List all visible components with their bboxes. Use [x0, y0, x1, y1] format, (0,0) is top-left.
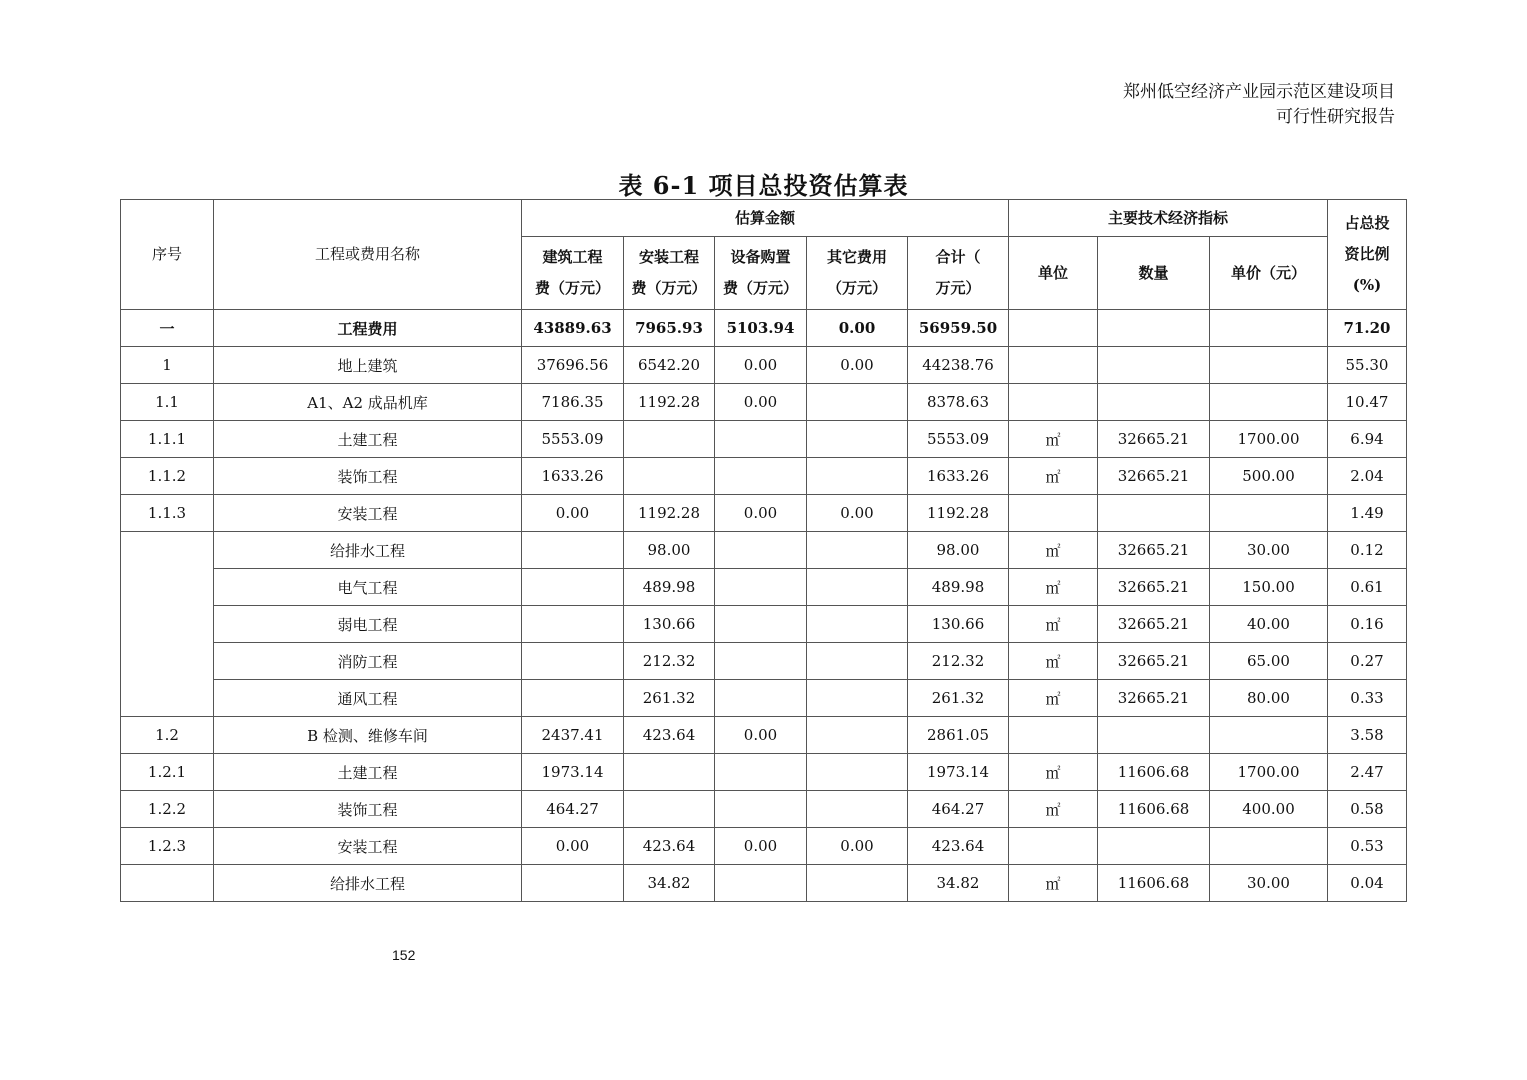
header-total-line1: 合计（: [935, 248, 981, 266]
cell-seq: 1.1: [121, 384, 214, 421]
cell-install: 1192.28: [624, 495, 715, 532]
cell-qty: [1098, 384, 1210, 421]
cell-build: 0.00: [522, 495, 624, 532]
cell-seq: 1.2: [121, 717, 214, 754]
cell-name: 给排水工程: [214, 865, 522, 902]
cell-ratio: 6.94: [1328, 421, 1407, 458]
cell-qty: 11606.68: [1098, 865, 1210, 902]
header-report-type: 可行性研究报告: [1276, 107, 1395, 127]
cell-other: [807, 569, 908, 606]
cell-qty: [1098, 717, 1210, 754]
cell-seq: 1.2.1: [121, 754, 214, 791]
header-qty: 数量: [1098, 237, 1210, 310]
cell-other: [807, 458, 908, 495]
cell-total: 489.98: [908, 569, 1009, 606]
cell-total: 212.32: [908, 643, 1009, 680]
table-row: [121, 347, 1407, 384]
cell-unit: [1009, 347, 1098, 384]
header-other: [807, 237, 908, 310]
cell-equip: [715, 458, 807, 495]
header-equip-line1: 设备购置: [730, 248, 791, 266]
cell-price: 30.00: [1210, 865, 1328, 902]
cell-other: 0.00: [807, 347, 908, 384]
cell-install: 98.00: [624, 532, 715, 569]
cell-equip: [715, 791, 807, 828]
cell-name: 工程费用: [214, 310, 522, 347]
table-row: [121, 458, 1407, 495]
cell-build: [522, 643, 624, 680]
table-row: [121, 828, 1407, 865]
cell-equip: [715, 680, 807, 717]
cell-name: 地上建筑: [214, 347, 522, 384]
table-row: [121, 643, 1407, 680]
cell-other: [807, 384, 908, 421]
cell-ratio: 55.30: [1328, 347, 1407, 384]
cell-ratio: 0.16: [1328, 606, 1407, 643]
header-equip: [715, 237, 807, 310]
cell-seq: 1.1.2: [121, 458, 214, 495]
cell-qty: [1098, 828, 1210, 865]
cell-qty: [1098, 347, 1210, 384]
cell-other: [807, 680, 908, 717]
cell-total: 98.00: [908, 532, 1009, 569]
cell-name: B 检测、维修车间: [214, 717, 522, 754]
cell-total: 423.64: [908, 828, 1009, 865]
cell-install: 6542.20: [624, 347, 715, 384]
header-build-line2: 费（万元）: [534, 279, 610, 297]
cell-build: 5553.09: [522, 421, 624, 458]
cell-total: 2861.05: [908, 717, 1009, 754]
cell-total: 1633.26: [908, 458, 1009, 495]
table-title: 表 6-1 项目总投资估算表: [618, 171, 909, 200]
cell-build: 7186.35: [522, 384, 624, 421]
cell-price: 1700.00: [1210, 754, 1328, 791]
cell-total: 56959.50: [908, 310, 1009, 347]
cell-total: 130.66: [908, 606, 1009, 643]
cell-total: 8378.63: [908, 384, 1009, 421]
cell-name: 电气工程: [214, 569, 522, 606]
cell-build: 1633.26: [522, 458, 624, 495]
header-tech-group: 主要技术经济指标: [1009, 200, 1328, 237]
cell-ratio: 3.58: [1328, 717, 1407, 754]
header-build-line1: 建筑工程: [542, 248, 603, 266]
cell-price: [1210, 347, 1328, 384]
cell-unit: ㎡: [1009, 421, 1098, 458]
header-equip-line2: 费（万元）: [722, 279, 798, 297]
cell-equip: 0.00: [715, 384, 807, 421]
cell-equip: 0.00: [715, 717, 807, 754]
cell-name: 给排水工程: [214, 532, 522, 569]
cell-install: [624, 791, 715, 828]
header-ratio-line3: (%): [1352, 276, 1382, 294]
cell-unit: [1009, 717, 1098, 754]
cell-other: [807, 421, 908, 458]
cell-seq: 1.2.2: [121, 791, 214, 828]
header-install: [624, 237, 715, 310]
cell-equip: [715, 532, 807, 569]
cell-install: [624, 421, 715, 458]
header-install-line2: 费（万元）: [631, 279, 707, 297]
cell-build: 2437.41: [522, 717, 624, 754]
cell-seq: 1.2.3: [121, 828, 214, 865]
cell-unit: ㎡: [1009, 754, 1098, 791]
cell-qty: [1098, 495, 1210, 532]
cell-build: 0.00: [522, 828, 624, 865]
cell-equip: [715, 643, 807, 680]
cell-build: [522, 606, 624, 643]
cell-equip: [715, 606, 807, 643]
cell-unit: [1009, 310, 1098, 347]
cell-total: 261.32: [908, 680, 1009, 717]
cell-name: 弱电工程: [214, 606, 522, 643]
table-row: [121, 680, 1407, 717]
table-row: [121, 791, 1407, 828]
cell-qty: 11606.68: [1098, 791, 1210, 828]
cell-ratio: 0.33: [1328, 680, 1407, 717]
cell-ratio: 0.04: [1328, 865, 1407, 902]
cell-unit: ㎡: [1009, 865, 1098, 902]
table-row: [121, 384, 1407, 421]
cell-ratio: 0.27: [1328, 643, 1407, 680]
cell-equip: [715, 421, 807, 458]
cell-total: 34.82: [908, 865, 1009, 902]
header-price: 单价（元）: [1210, 237, 1328, 310]
cell-price: [1210, 495, 1328, 532]
cell-unit: [1009, 828, 1098, 865]
header-other-line1: 其它费用: [826, 248, 887, 266]
cell-install: 423.64: [624, 828, 715, 865]
cell-build: [522, 865, 624, 902]
cell-install: 489.98: [624, 569, 715, 606]
cell-unit: [1009, 384, 1098, 421]
cell-price: 40.00: [1210, 606, 1328, 643]
cell-name: 装饰工程: [214, 791, 522, 828]
cell-unit: ㎡: [1009, 458, 1098, 495]
cell-unit: ㎡: [1009, 606, 1098, 643]
cell-seq: [121, 865, 214, 902]
cell-other: [807, 532, 908, 569]
cell-equip: 0.00: [715, 347, 807, 384]
table-row: [121, 310, 1407, 347]
cell-equip: 0.00: [715, 495, 807, 532]
cell-install: 423.64: [624, 717, 715, 754]
cell-name: 安装工程: [214, 828, 522, 865]
cell-ratio: 2.47: [1328, 754, 1407, 791]
cell-name: A1、A2 成品机库: [214, 384, 522, 421]
cell-name: 安装工程: [214, 495, 522, 532]
cell-unit: ㎡: [1009, 569, 1098, 606]
cell-qty: 32665.21: [1098, 643, 1210, 680]
cell-other: [807, 717, 908, 754]
cell-price: 500.00: [1210, 458, 1328, 495]
cell-equip: 5103.94: [715, 310, 807, 347]
cell-price: 80.00: [1210, 680, 1328, 717]
cell-price: [1210, 717, 1328, 754]
cell-build: 464.27: [522, 791, 624, 828]
table-row: [121, 717, 1407, 754]
cell-name: 通风工程: [214, 680, 522, 717]
header-project-name: 郑州低空经济产业园示范区建设项目: [1123, 82, 1395, 102]
header-total-line2: 万元）: [935, 279, 981, 297]
cell-price: [1210, 310, 1328, 347]
investment-estimate-table: [120, 199, 1407, 902]
cell-name: 土建工程: [214, 754, 522, 791]
cell-equip: 0.00: [715, 828, 807, 865]
cell-price: 150.00: [1210, 569, 1328, 606]
cell-name: 装饰工程: [214, 458, 522, 495]
cell-total: 44238.76: [908, 347, 1009, 384]
cell-seq: 1.1.3: [121, 495, 214, 532]
cell-install: 1192.28: [624, 384, 715, 421]
cell-install: 7965.93: [624, 310, 715, 347]
table-row: [121, 421, 1407, 458]
cell-ratio: 0.53: [1328, 828, 1407, 865]
cell-qty: 32665.21: [1098, 680, 1210, 717]
header-other-line2: （万元）: [826, 279, 887, 297]
cell-other: [807, 643, 908, 680]
cell-install: 212.32: [624, 643, 715, 680]
cell-other: [807, 791, 908, 828]
header-install-line1: 安装工程: [638, 248, 699, 266]
cell-qty: 32665.21: [1098, 606, 1210, 643]
header-build: [522, 237, 624, 310]
table-row: [121, 754, 1407, 791]
cell-ratio: 0.61: [1328, 569, 1407, 606]
cell-price: 400.00: [1210, 791, 1328, 828]
cell-name: 消防工程: [214, 643, 522, 680]
header-estimate-group: 估算金额: [522, 200, 1009, 237]
cell-install: 261.32: [624, 680, 715, 717]
table-row: [121, 532, 1407, 569]
cell-other: [807, 606, 908, 643]
cell-price: 30.00: [1210, 532, 1328, 569]
cell-qty: 32665.21: [1098, 421, 1210, 458]
header-seq: 序号: [121, 200, 214, 310]
cell-qty: 11606.68: [1098, 754, 1210, 791]
page-number: 152: [392, 947, 416, 963]
table-row: [121, 865, 1407, 902]
cell-other: 0.00: [807, 828, 908, 865]
cell-total: 1973.14: [908, 754, 1009, 791]
cell-other: [807, 865, 908, 902]
cell-build: 43889.63: [522, 310, 624, 347]
table-row: [121, 569, 1407, 606]
cell-other: [807, 754, 908, 791]
cell-price: 1700.00: [1210, 421, 1328, 458]
cell-price: [1210, 828, 1328, 865]
cell-seq: [121, 532, 214, 717]
cell-equip: [715, 569, 807, 606]
cell-install: 130.66: [624, 606, 715, 643]
cell-qty: 32665.21: [1098, 532, 1210, 569]
cell-equip: [715, 865, 807, 902]
cell-unit: ㎡: [1009, 643, 1098, 680]
cell-seq: 1.1.1: [121, 421, 214, 458]
cell-other: 0.00: [807, 495, 908, 532]
cell-other: 0.00: [807, 310, 908, 347]
cell-unit: ㎡: [1009, 791, 1098, 828]
cell-ratio: 0.12: [1328, 532, 1407, 569]
cell-qty: 32665.21: [1098, 458, 1210, 495]
header-ratio-line2: 资比例: [1344, 245, 1390, 263]
cell-build: 1973.14: [522, 754, 624, 791]
cell-build: [522, 680, 624, 717]
cell-price: 65.00: [1210, 643, 1328, 680]
cell-ratio: 1.49: [1328, 495, 1407, 532]
table-row: [121, 606, 1407, 643]
cell-price: [1210, 384, 1328, 421]
cell-qty: [1098, 310, 1210, 347]
cell-ratio: 2.04: [1328, 458, 1407, 495]
header-ratio: [1328, 200, 1407, 310]
cell-equip: [715, 754, 807, 791]
cell-unit: ㎡: [1009, 532, 1098, 569]
cell-unit: [1009, 495, 1098, 532]
cell-install: 34.82: [624, 865, 715, 902]
cell-ratio: 0.58: [1328, 791, 1407, 828]
cell-name: 土建工程: [214, 421, 522, 458]
cell-seq: 一: [121, 310, 214, 347]
header-unit: 单位: [1009, 237, 1098, 310]
cell-seq: 1: [121, 347, 214, 384]
cell-qty: 32665.21: [1098, 569, 1210, 606]
cell-ratio: 10.47: [1328, 384, 1407, 421]
table-row: [121, 495, 1407, 532]
header-ratio-line1: 占总投: [1344, 214, 1390, 232]
cell-install: [624, 754, 715, 791]
header-name: 工程或费用名称: [214, 200, 522, 310]
cell-build: 37696.56: [522, 347, 624, 384]
cell-build: [522, 569, 624, 606]
cell-ratio: 71.20: [1328, 310, 1407, 347]
cell-total: 5553.09: [908, 421, 1009, 458]
cell-total: 1192.28: [908, 495, 1009, 532]
cell-unit: ㎡: [1009, 680, 1098, 717]
header-total: [908, 237, 1009, 310]
cell-install: [624, 458, 715, 495]
cell-total: 464.27: [908, 791, 1009, 828]
cell-build: [522, 532, 624, 569]
